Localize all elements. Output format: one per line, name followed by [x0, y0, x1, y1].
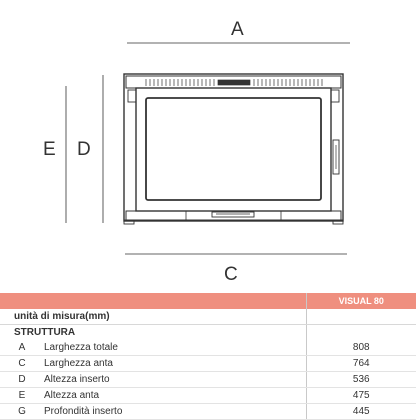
outer-frame: [124, 74, 343, 221]
section-label: STRUTTURA: [14, 327, 76, 338]
table-row: [0, 356, 416, 372]
row-code: G: [0, 404, 44, 420]
row-code: A: [0, 340, 44, 356]
door-frame: [136, 88, 331, 211]
row-value: 475: [306, 388, 416, 404]
section-row: [0, 325, 416, 341]
row-code: E: [0, 388, 44, 404]
row-value: 764: [306, 356, 416, 372]
row-label: Altezza inserto: [44, 372, 306, 388]
row-code: C: [0, 356, 44, 372]
dimension-label-d: D: [77, 139, 91, 160]
row-code: D: [0, 372, 44, 388]
dimension-label-e: E: [43, 139, 56, 160]
spec-table: [0, 293, 416, 420]
units-label: unità di misura(mm): [0, 309, 306, 325]
table-header-row: [0, 293, 416, 309]
row-label: Profondità inserto: [44, 404, 306, 420]
table-row: [0, 404, 416, 420]
row-label: Altezza anta: [44, 388, 306, 404]
bottom-handle: [212, 212, 254, 217]
dimension-label-a: A: [231, 19, 244, 40]
table-row: [0, 388, 416, 404]
model-header: VISUAL 80: [306, 293, 416, 309]
dimension-label-c: C: [224, 264, 238, 285]
row-value: 808: [306, 340, 416, 356]
table-row: [0, 372, 416, 388]
door-glass: [146, 98, 321, 200]
row-label: Larghezza totale: [44, 340, 306, 356]
row-label: Larghezza anta: [44, 356, 306, 372]
units-row: [0, 309, 416, 325]
right-top-corner: [331, 90, 339, 102]
row-value: 536: [306, 372, 416, 388]
table-row: [0, 340, 416, 356]
left-top-corner: [128, 90, 136, 102]
row-value: 445: [306, 404, 416, 420]
top-vent-slots: [146, 79, 322, 86]
